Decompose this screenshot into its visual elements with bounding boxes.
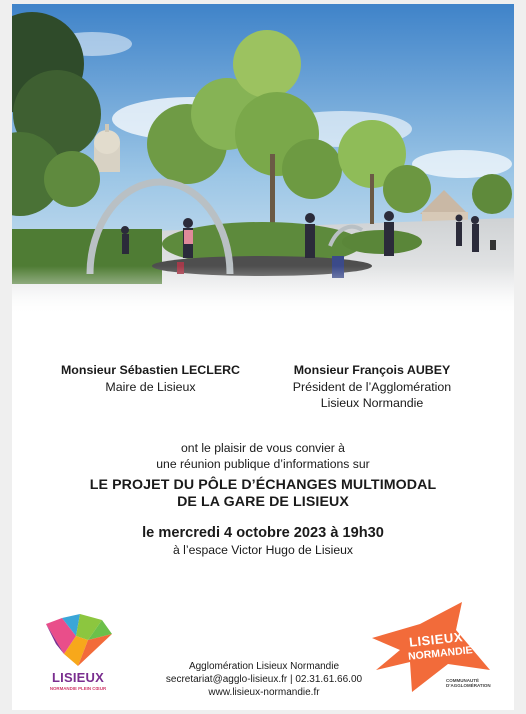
invitation-card <box>12 4 514 710</box>
host-name: Monsieur François AUBEY <box>293 363 451 377</box>
host-mayor <box>58 362 243 395</box>
host-name: Monsieur Sébastien LECLERC <box>60 363 240 377</box>
agglomeration-logo <box>370 600 496 696</box>
logo-wordmark: NORMANDIE <box>407 644 474 663</box>
project-title-line: LE PROJET DU PÔLE D’ÉCHANGES MULTIMODAL <box>89 477 437 493</box>
footer-website: www.lisieux-normandie.fr <box>208 686 320 698</box>
footer-contact <box>152 661 376 699</box>
footer-contact-line: secretariat@agglo-lisieux.fr | 02.31.61.66.00 <box>165 673 363 685</box>
logo-wordmark: LISIEUX <box>408 629 464 650</box>
host-president <box>278 362 466 412</box>
event-date: le mercredi 4 octobre 2023 à 19h30 <box>142 525 384 541</box>
invitation-line: une réunion publique d’informations sur <box>156 457 370 471</box>
project-title-line: DE LA GARE DE LISIEUX <box>177 494 349 510</box>
invitation-line: ont le plaisir de vous convier à <box>181 441 345 455</box>
project-title <box>12 477 514 511</box>
host-title: Président de l’Agglomération <box>292 379 452 394</box>
lisieux-city-logo <box>40 610 116 698</box>
station-plaza-illustration <box>12 4 514 316</box>
host-title: Lisieux Normandie <box>320 396 424 410</box>
footer-org: Agglomération Lisieux Normandie <box>188 661 340 672</box>
event-place: à l’espace Victor Hugo de Lisieux <box>173 543 353 557</box>
host-title: Maire de Lisieux <box>105 379 196 394</box>
logo-tagline: NORMANDIE PLEIN CŒUR <box>49 686 107 691</box>
hero-rendering <box>12 4 514 316</box>
invitation-text <box>12 440 514 472</box>
heart-logo-icon <box>40 610 116 670</box>
logo-wordmark: LISIEUX <box>52 670 104 685</box>
logo-subtitle: COMMUNAUTÉ D’AGGLOMÉRATION <box>446 678 491 688</box>
